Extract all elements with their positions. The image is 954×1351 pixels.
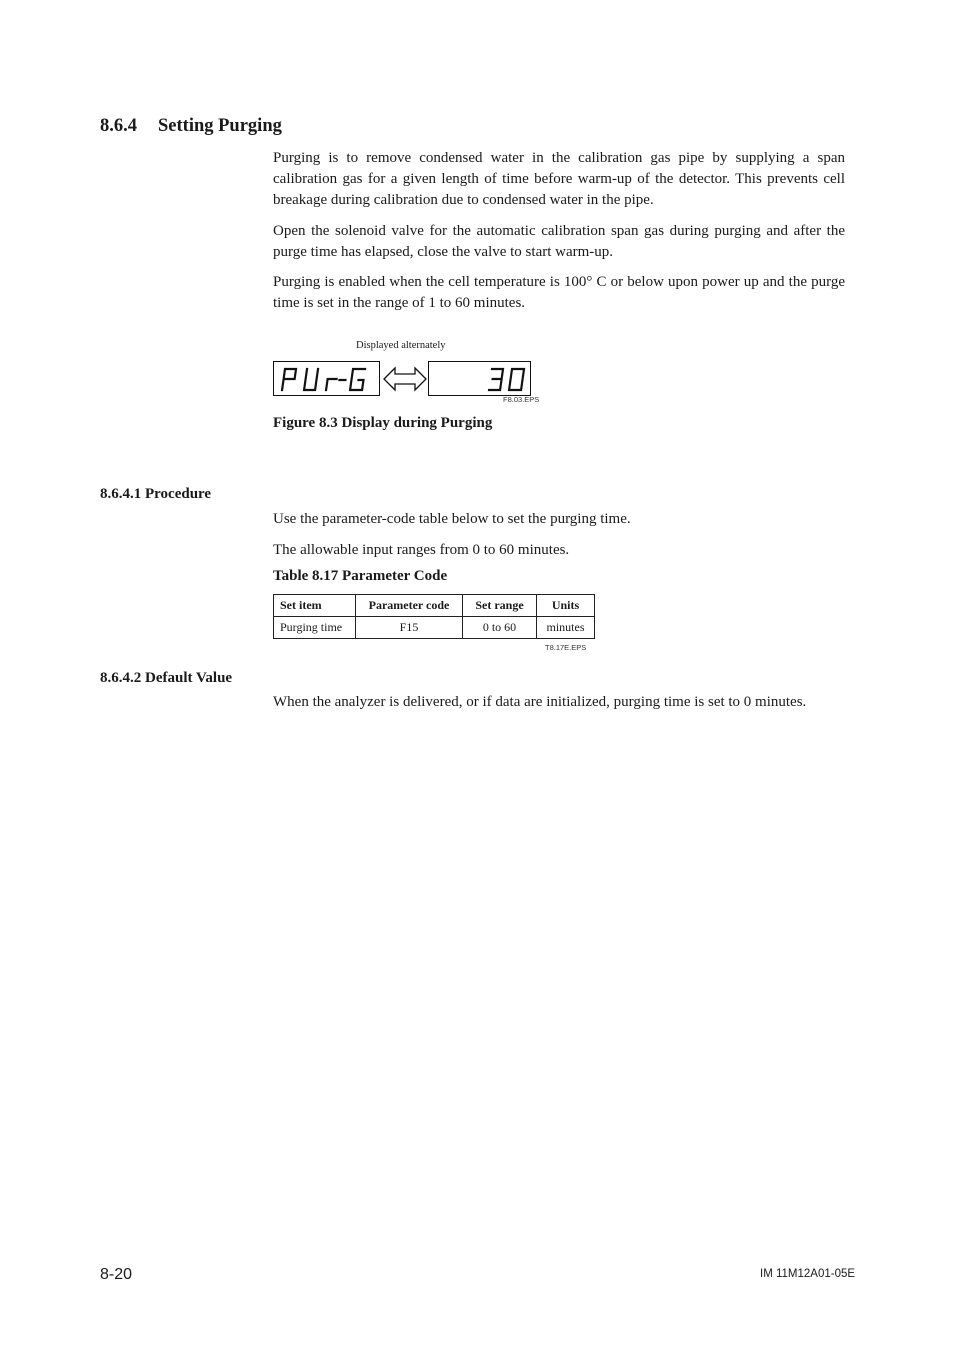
table-header-cell: Units — [537, 595, 595, 617]
segment-glyph-P — [282, 369, 296, 390]
lcd-segments-right — [429, 362, 532, 397]
table-file-tag: T8.17E.EPS — [545, 643, 587, 652]
page-number: 8-20 — [100, 1266, 133, 1283]
table-cell: Purging time — [274, 617, 356, 639]
procedure-text-1: Use the parameter-code table below to set the purging time. — [273, 511, 631, 527]
procedure-heading: 8.6.4.1 Procedure — [100, 486, 212, 502]
table-row — [274, 617, 595, 639]
segment-glyph-G — [350, 369, 365, 390]
table-header-cell: Set item — [274, 595, 356, 617]
lcd-display-left — [273, 361, 380, 396]
figure-annotation: Displayed alternately — [356, 340, 446, 351]
intro-paragraph-2: Open the solenoid valve for the automatic calibration span gas during purging and after the purge time has elapsed, close the valve to start warm-up. — [273, 223, 845, 260]
document-id: IM 11M12A01-05E — [760, 1268, 856, 1280]
segment-glyph-r — [326, 379, 337, 390]
intro-paragraph-1: Purging is to remove condensed water in the calibration gas pipe by supplying a span calibration gas for a given length of time before warm-up of the detector. This prevents cell breakage during calibration due to condensed water in the pipe. — [273, 150, 845, 208]
procedure-text-2: The allowable input ranges from 0 to 60 minutes. — [273, 542, 570, 558]
table-caption: Table 8.17 Parameter Code — [273, 568, 448, 584]
segment-glyph-3 — [489, 369, 503, 390]
lcd-segments-left — [274, 362, 381, 397]
section-title: Setting Purging — [158, 116, 282, 136]
figure-caption: Figure 8.3 Display during Purging — [273, 415, 493, 431]
table-cell: 0 to 60 — [463, 617, 537, 639]
table-header-row — [274, 595, 595, 617]
default-value-text: When the analyzer is delivered, or if data are initialized, purging time is set to 0 minutes. — [273, 694, 807, 710]
segment-glyph-0 — [509, 369, 524, 390]
table-header-cell: Set range — [463, 595, 537, 617]
section-number: 8.6.4 — [100, 116, 137, 136]
segment-glyph-U — [304, 369, 318, 390]
figure-file-tag: F8.03.EPS — [503, 395, 540, 404]
table-header-cell: Parameter code — [356, 595, 463, 617]
default-value-heading: 8.6.4.2 Default Value — [100, 670, 233, 686]
double-arrow-icon — [382, 365, 428, 393]
table-cell: minutes — [537, 617, 595, 639]
intro-paragraph-3: Purging is enabled when the cell temperature is 100° C or below upon power up and the purge time is set in the range of 1 to 60 minutes. — [273, 274, 845, 311]
table-cell: F15 — [356, 617, 463, 639]
section-heading — [100, 116, 282, 137]
parameter-code-table — [273, 594, 595, 639]
lcd-display-right — [428, 361, 531, 396]
